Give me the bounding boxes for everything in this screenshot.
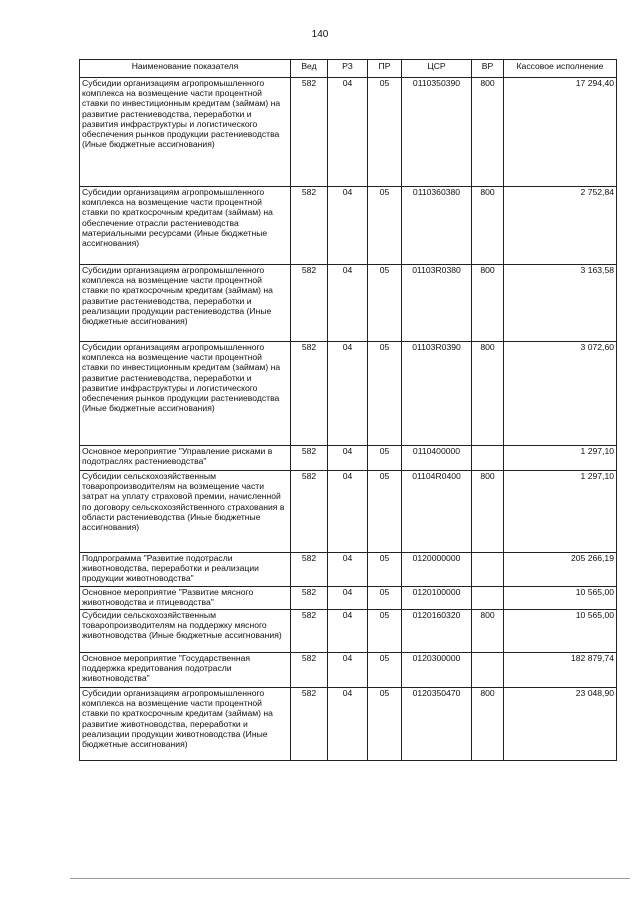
header-ved: Вед — [291, 60, 328, 78]
row-sum: 10 565,00 — [504, 610, 617, 653]
row-ved: 582 — [291, 471, 328, 553]
row-name: Основное мероприятие "Управление рисками в подотраслях растениеводства" — [80, 446, 291, 471]
row-name: Субсидии сельскохозяйственным товаропроизводителям на возмещение части затрат на уплату страховой премии, начисленной по договору сельскохозяйственного страхования в области растениеводства (Иные бюджетные ассигнования) — [80, 471, 291, 553]
budget-execution-table — [79, 59, 617, 761]
row-rz: 04 — [328, 265, 368, 342]
row-pr: 05 — [368, 653, 402, 688]
row-vr — [472, 587, 504, 610]
header-sum: Кассовое исполнение — [504, 60, 617, 78]
table-row — [80, 610, 617, 653]
row-pr: 05 — [368, 342, 402, 446]
row-rz: 04 — [328, 342, 368, 446]
row-ved: 582 — [291, 265, 328, 342]
row-vr: 800 — [472, 187, 504, 265]
header-pr: ПР — [368, 60, 402, 78]
row-vr — [472, 553, 504, 587]
row-name: Субсидии организациям агропромышленного комплекса на возмещение части процентной ставки по инвестиционным кредитам (займам) на развитие растениеводства, переработки и развития инфраструктуры и логистического обеспечения рынков продукции растениеводства (Иные бюджетные ассигнования) — [80, 78, 291, 187]
row-sum: 10 565,00 — [504, 587, 617, 610]
row-sum: 1 297,10 — [504, 471, 617, 553]
row-csr: 01104R0400 — [402, 471, 472, 553]
row-csr: 0120100000 — [402, 587, 472, 610]
header-csr: ЦСР — [402, 60, 472, 78]
row-pr: 05 — [368, 553, 402, 587]
row-pr: 05 — [368, 446, 402, 471]
row-vr: 800 — [472, 265, 504, 342]
row-sum: 3 163,58 — [504, 265, 617, 342]
row-csr: 0120350470 — [402, 688, 472, 761]
table-row — [80, 187, 617, 265]
table-row — [80, 471, 617, 553]
table-row — [80, 587, 617, 610]
row-pr: 05 — [368, 610, 402, 653]
row-csr: 0120000000 — [402, 553, 472, 587]
scan-edge-line — [70, 878, 630, 879]
row-rz: 04 — [328, 610, 368, 653]
header-rz: РЗ — [328, 60, 368, 78]
row-name: Субсидии организациям агропромышленного комплекса на возмещение части процентной ставки по краткосрочным кредитам (займам) на развитие растениеводства, переработки и реализации продукции растениеводства (Иные бюджетные ассигнования) — [80, 265, 291, 342]
row-vr — [472, 446, 504, 471]
row-vr: 800 — [472, 610, 504, 653]
row-name: Субсидии организациям агропромышленного комплекса на возмещение части процентной ставки по краткосрочным кредитам (займам) на обеспечение отрасли растениеводства материальными ресурсами (Иные бюджетные ассигнования) — [80, 187, 291, 265]
row-name: Подпрограмма "Развитие подотрасли животноводства, переработки и реализации продукции животноводства" — [80, 553, 291, 587]
row-sum: 17 294,40 — [504, 78, 617, 187]
row-rz: 04 — [328, 446, 368, 471]
row-ved: 582 — [291, 688, 328, 761]
row-sum: 205 266,19 — [504, 553, 617, 587]
row-pr: 05 — [368, 78, 402, 187]
row-vr: 800 — [472, 78, 504, 187]
row-rz: 04 — [328, 187, 368, 265]
row-rz: 04 — [328, 688, 368, 761]
row-vr: 800 — [472, 471, 504, 553]
table-row — [80, 78, 617, 187]
row-csr: 0110360380 — [402, 187, 472, 265]
table-row — [80, 342, 617, 446]
row-name: Субсидии сельскохозяйственным товаропроизводителям на поддержку мясного животноводства (Иные бюджетные ассигнования) — [80, 610, 291, 653]
row-rz: 04 — [328, 553, 368, 587]
table-row — [80, 688, 617, 761]
row-name: Основное мероприятие "Государственная поддержка кредитования подотрасли животноводства" — [80, 653, 291, 688]
row-sum: 182 879,74 — [504, 653, 617, 688]
row-csr: 0120160320 — [402, 610, 472, 653]
row-ved: 582 — [291, 587, 328, 610]
row-pr: 05 — [368, 471, 402, 553]
row-vr: 800 — [472, 688, 504, 761]
row-rz: 04 — [328, 587, 368, 610]
row-vr: 800 — [472, 342, 504, 446]
row-rz: 04 — [328, 78, 368, 187]
row-ved: 582 — [291, 446, 328, 471]
row-csr: 01103R0380 — [402, 265, 472, 342]
row-rz: 04 — [328, 653, 368, 688]
table-row — [80, 553, 617, 587]
row-ved: 582 — [291, 187, 328, 265]
row-name: Субсидии организациям агропромышленного комплекса на возмещение части процентной ставки по краткосрочным кредитам (займам) на развитие животноводства, переработки и реализации продукции животноводства (Иные бюджетные ассигнования) — [80, 688, 291, 761]
page-number: 140 — [311, 29, 329, 40]
row-pr: 05 — [368, 265, 402, 342]
table-header-row — [80, 60, 617, 78]
row-pr: 05 — [368, 688, 402, 761]
row-ved: 582 — [291, 610, 328, 653]
table-row — [80, 446, 617, 471]
row-sum: 2 752,84 — [504, 187, 617, 265]
row-ved: 582 — [291, 342, 328, 446]
row-csr: 0110400000 — [402, 446, 472, 471]
row-ved: 582 — [291, 78, 328, 187]
header-name: Наименование показателя — [80, 60, 291, 78]
row-sum: 3 072,60 — [504, 342, 617, 446]
row-pr: 05 — [368, 587, 402, 610]
row-pr: 05 — [368, 187, 402, 265]
row-name: Основное мероприятие "Развитие мясного животноводства и птицеводства" — [80, 587, 291, 610]
row-sum: 23 048,90 — [504, 688, 617, 761]
row-rz: 04 — [328, 471, 368, 553]
table-row — [80, 653, 617, 688]
row-ved: 582 — [291, 653, 328, 688]
row-sum: 1 297,10 — [504, 446, 617, 471]
row-vr — [472, 653, 504, 688]
row-csr: 0120300000 — [402, 653, 472, 688]
header-vr: ВР — [472, 60, 504, 78]
row-name: Субсидии организациям агропромышленного комплекса на возмещение части процентной ставки по инвестиционным кредитам (займам) на развитие растениеводства, переработки и развитие инфраструктуры и логистического обеспечения рынков продукции растениеводства (Иные бюджетные ассигнования) — [80, 342, 291, 446]
row-csr: 0110350390 — [402, 78, 472, 187]
row-csr: 01103R0390 — [402, 342, 472, 446]
table-row — [80, 265, 617, 342]
row-ved: 582 — [291, 553, 328, 587]
